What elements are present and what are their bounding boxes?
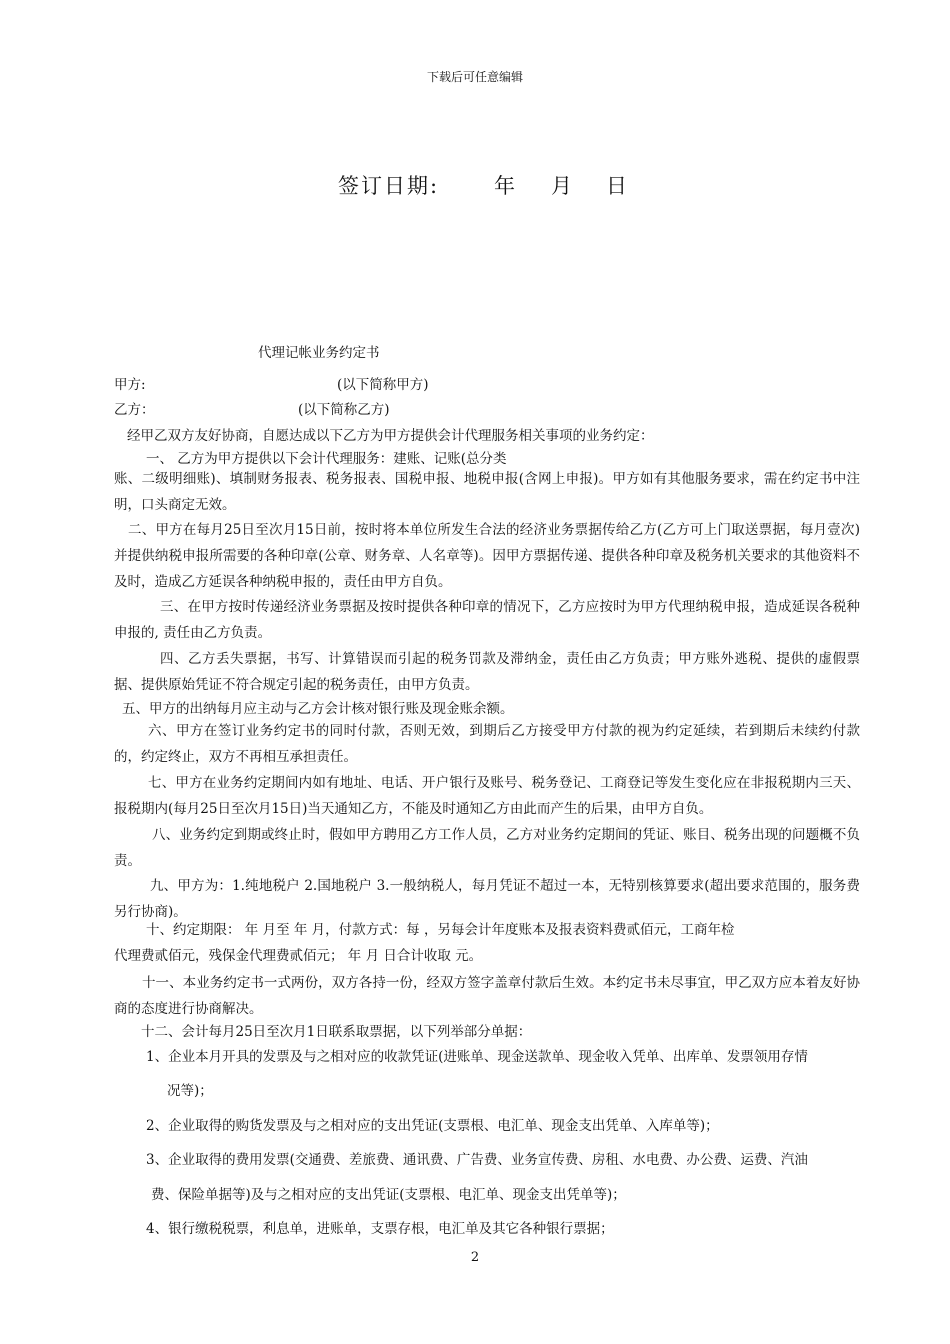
party-a-label: 甲方:	[114, 377, 146, 393]
page-number: 2	[470, 1250, 480, 1265]
party-b-label: 乙方：	[114, 402, 155, 418]
item-1-line-2: 况等)；	[167, 1083, 213, 1099]
clause-7: 七、甲方在业务约定期间内如有地址、电话、开户银行及账号、税务登记、工商登记等发生变化应在非报税期内三天、报税期内(每月25日至次月15日)当天通知乙方，不能及时通知乙方由此而产生的后果，由甲方自负。	[114, 775, 860, 817]
party-b-note: (以下简称乙方)	[298, 402, 390, 418]
clause-2: 二、甲方在每月25日至次月15日前，按时将本单位所发生合法的经济业务票据传给乙方(乙方可上门取送票据，每月壹次)并提供纳税申报所需要的各种印章(公章、财务章、人名章等)。因甲方票据传递、提供各种印章及税务机关要求的其他资料不及时，造成乙方延误各种纳税申报的，责任由甲方自负。	[114, 522, 860, 590]
page-header-note: 下载后可任意编辑	[426, 70, 523, 84]
clause-3: 三、在甲方按时传递经济业务票据及按时提供各种印章的情况下，乙方应按时为甲方代理纳税申报，造成延误各税种申报的, 责任由乙方负责。	[114, 599, 860, 641]
sign-date-day: 日	[606, 174, 629, 198]
clause-12: 十二、会计每月25日至次月1日联系取票据，以下列举部分单据：	[141, 1024, 532, 1040]
clause-1-first-line: 一、 乙方为甲方提供以下会计代理服务：建账、记账(总分类	[146, 451, 507, 467]
sign-date-month: 月	[551, 174, 574, 198]
clause-5: 五、甲方的出纳每月应主动与乙方会计核对银行账及现金账余额。	[122, 701, 514, 717]
clause-4: 四、乙方丢失票据，书写、计算错误而引起的税务罚款及滞纳金，责任由乙方负责；甲方账外逃税、提供的虚假票据、提供原始凭证不符合规定引起的税务责任，由甲方负责。	[114, 651, 860, 693]
clause-1-rest: 账、二级明细账)、填制财务报表、税务报表、国税申报、地税申报(含网上申报)。甲方如有其他服务要求，需在约定书中注明，口头商定无效。	[114, 471, 860, 513]
clause-6: 六、甲方在签订业务约定书的同时付款，否则无效，到期后乙方接受甲方付款的视为约定延续，若到期后未续约付款的，约定终止，双方不再相互承担责任。	[114, 723, 860, 765]
clause-10-line-2: 代理费贰佰元，残保金代理费贰佰元； 年 月 日合计收取 元。	[114, 948, 483, 964]
item-2: 2、企业取得的购货发票及与之相对应的支出凭证(支票根、电汇单、现金支出凭单、入库单等)；	[146, 1118, 719, 1134]
clause-11: 十一、本业务约定书一式两份，双方各持一份，经双方签字盖章付款后生效。本约定书未尽事宜，甲乙双方应本着友好协商的态度进行协商解决。	[114, 975, 860, 1017]
party-a-note: (以下简称甲方)	[337, 377, 429, 393]
sign-date-year: 年	[494, 174, 517, 198]
clause-9: 九、甲方为：1.纯地税户 2.国地税户 3.一般纳税人，每月凭证不超过一本，无特别核算要求(超出要求范围的，服务费另行协商)。	[114, 878, 860, 920]
item-1-line-1: 1、企业本月开具的发票及与之相对应的收款凭证(进账单、现金送款单、现金收入凭单、出库单、发票领用存情	[146, 1049, 808, 1065]
clause-8: 八、业务约定到期或终止时，假如甲方聘用乙方工作人员，乙方对业务约定期间的凭证、账目、税务出现的问题概不负责。	[114, 827, 860, 869]
item-4: 4、银行缴税税票，利息单，进账单，支票存根，电汇单及其它各种银行票据；	[146, 1221, 614, 1237]
clause-10-line-1: 十、约定期限： 年 月至 年 月，付款方式：每 ，另每会计年度账本及报表资料费贰佰元，工商年检	[146, 922, 735, 938]
intro-paragraph: 经甲乙双方友好协商，自愿达成以下乙方为甲方提供会计代理服务相关事项的业务约定：	[127, 428, 654, 444]
document-title: 代理记帐业务约定书	[258, 345, 380, 361]
item-3-line-1: 3、企业取得的费用发票(交通费、差旅费、通讯费、广告费、业务宣传费、房租、水电费、办公费、运费、汽油	[146, 1152, 808, 1168]
sign-date-label: 签订日期:	[338, 174, 440, 198]
item-3-line-2: 费、保险单据等)及与之相对应的支出凭证(支票根、电汇单、现金支出凭单等)；	[151, 1187, 626, 1203]
